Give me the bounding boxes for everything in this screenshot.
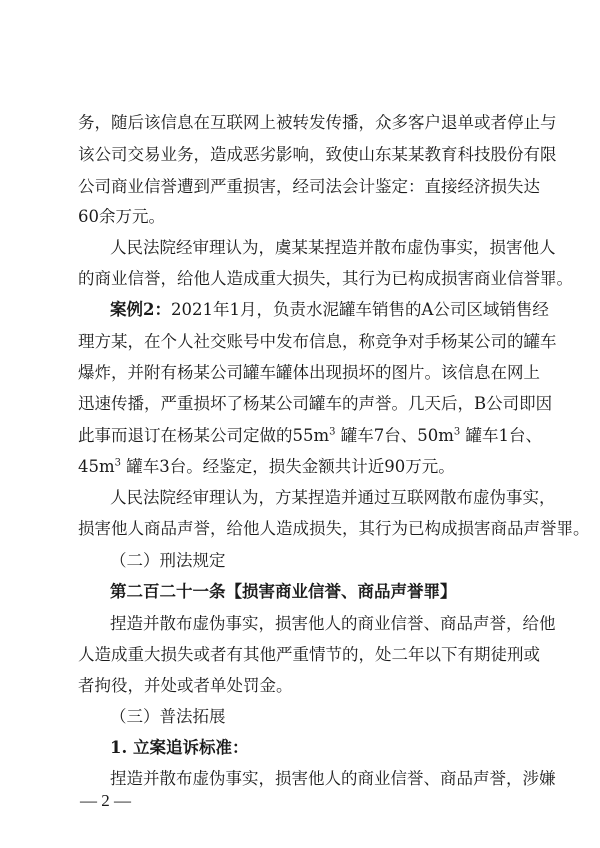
paragraph-line-with-units: 此事而退订在杨某公司定做的$55m^3$ 罐车7台、$50m^3$ 罐车1台、	[78, 426, 543, 445]
paragraph-line: 捏造并散布虚伪事实，损害他人的商业信誉、商品声誉，涉嫌	[110, 769, 556, 788]
section-heading: （二）刑法规定	[110, 551, 226, 570]
paragraph-line-with-units: $45m^3$ 罐车3台。经鉴定，损失金额共计近90万元。	[78, 457, 455, 476]
paragraph-line: 损害他人商品声誉，给他人造成损失，其行为已构成损害商品声誉罪。	[78, 519, 590, 538]
section-heading: （三）普法拓展	[110, 707, 226, 726]
superscript: 3	[453, 426, 461, 438]
paragraph-line: 人民法院经审理认为，方某捏造并通过互联网散布虚伪事实，	[110, 488, 556, 507]
superscript: 3	[114, 457, 122, 469]
paragraph-line: 理方某，在个人社交账号中发布信息，称竞争对手杨某公司的罐车	[78, 332, 557, 351]
paragraph-line: 公司商业信誉遭到严重损害，经司法会计鉴定：直接经济损失达	[78, 177, 540, 196]
paragraph-line: 60余万元。	[78, 207, 165, 226]
paragraph-line: 迅速传播，严重损坏了杨某公司罐车的声誉。几天后，B公司即因	[78, 394, 553, 413]
case-label: 案例2：	[110, 300, 171, 319]
paragraph-line: 的商业信誉，给他人造成重大损失，其行为已构成损害商业信誉罪。	[78, 269, 573, 288]
case-2-text: 2021年1月，负责水泥罐车销售的A公司区域销售经	[170, 300, 549, 319]
paragraph-line: 该公司交易业务，造成恶劣影响，致使山东某某教育科技股份有限	[78, 145, 557, 164]
paragraph-line: 人造成重大损失或者有其他严重情节的，处二年以下有期徒刑或	[78, 645, 540, 664]
article-heading: 第二百二十一条【损害商业信誉、商品声誉罪】	[110, 582, 457, 601]
page-number: — 2 —	[80, 791, 131, 810]
paragraph-line: 务，随后该信息在互联网上被转发传播，众多客户退单或者停止与	[78, 113, 557, 132]
paragraph-line: 捏造并散布虚伪事实，损害他人的商业信誉、商品声誉，给他	[110, 614, 556, 633]
case-2-intro-line	[110, 299, 549, 321]
subsection-heading: 1. 立案追诉标准：	[110, 738, 249, 757]
paragraph-line: 人民法院经审理认为，虞某某捏造并散布虚伪事实，损害他人	[110, 238, 556, 257]
superscript: 3	[329, 426, 336, 438]
paragraph-line: 爆炸，并附有杨某公司罐车罐体出现损坏的图片。该信息在网上	[78, 363, 540, 382]
paragraph-line: 者拘役，并处或者单处罚金。	[78, 676, 293, 695]
